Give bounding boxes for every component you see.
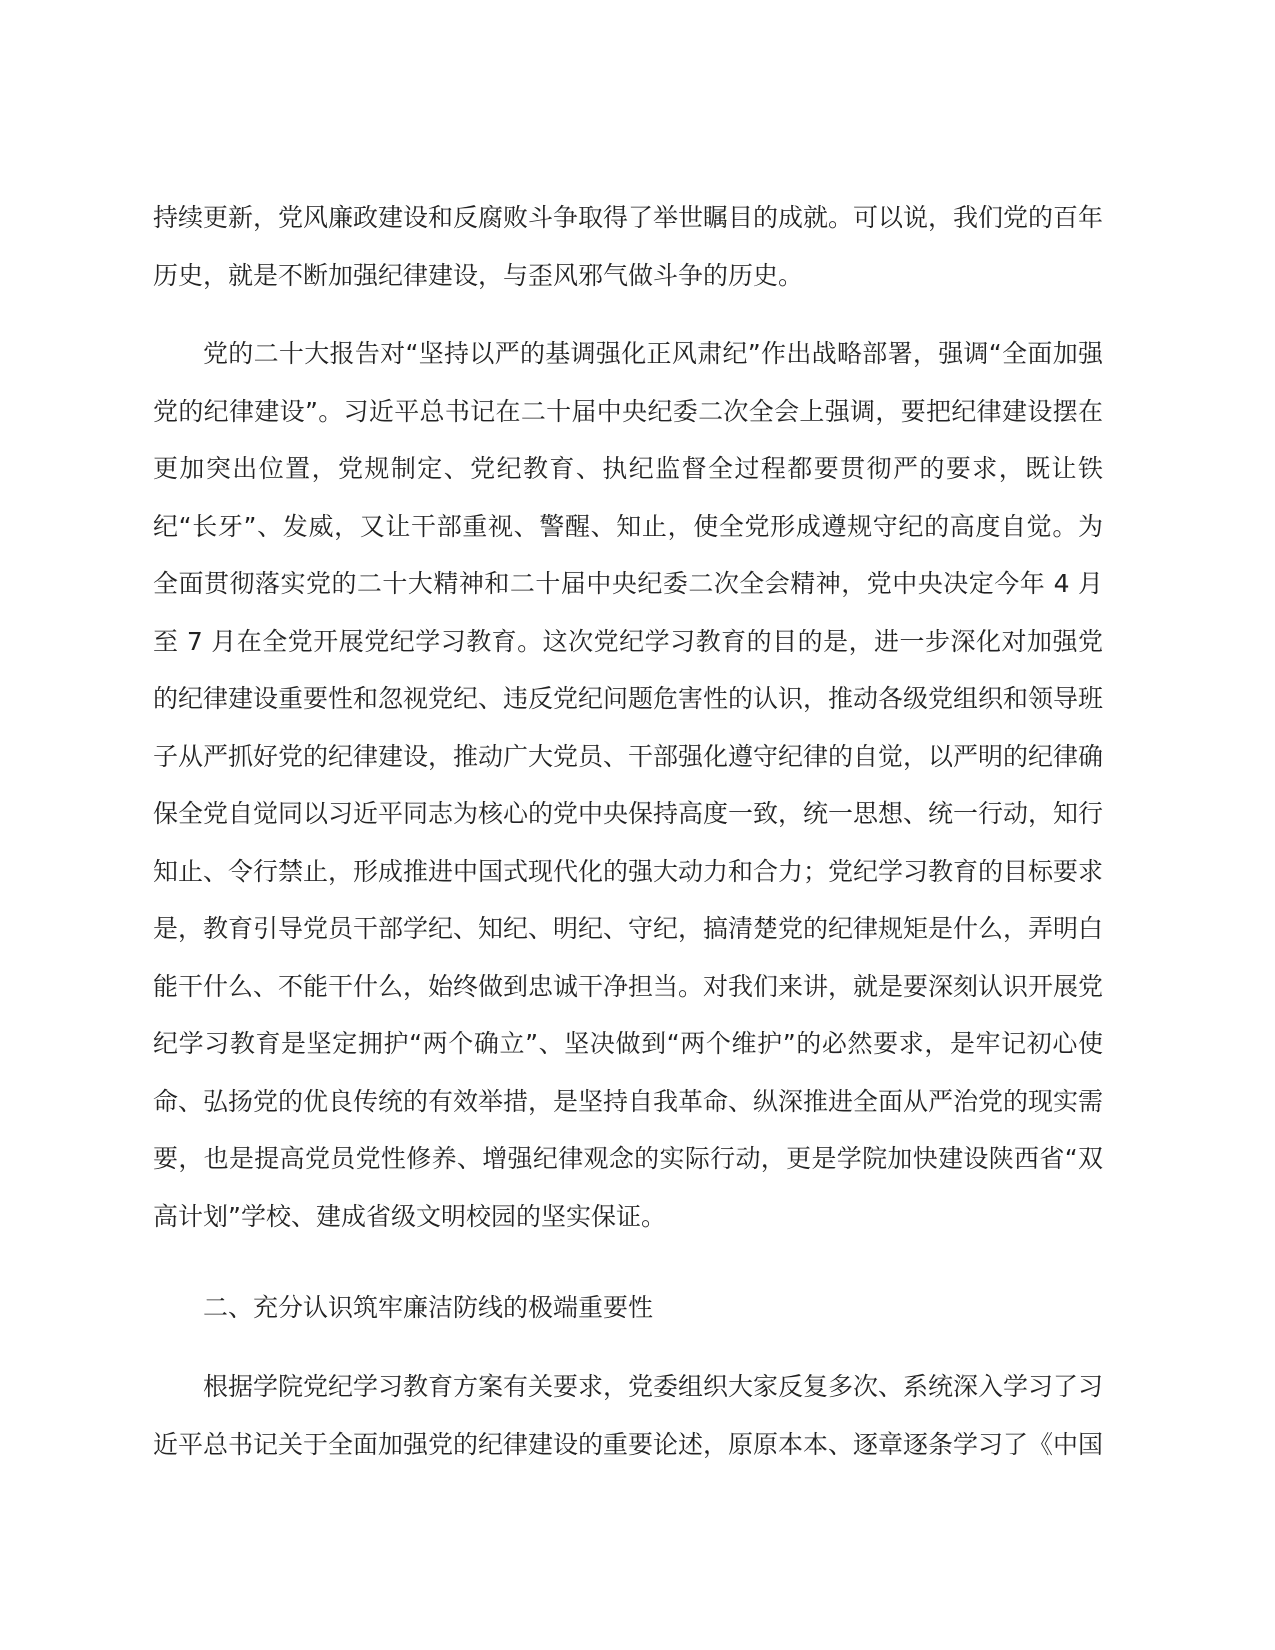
body-paragraph: 持续更新，党风廉政建设和反腐败斗争取得了举世瞩目的成就。可以说，我们党的百年历史，就是不断加强纪律建设，与歪风邪气做斗争的历史。	[153, 203, 1104, 290]
body-paragraph: 根据学院党纪学习教育方案有关要求，党委组织大家反复多次、系统深入学习了习近平总书记关于全面加强党的纪律建设的重要论述，原原本本、逐章逐条学习了《中国	[153, 1372, 1104, 1459]
section-heading: 二、充分认识筑牢廉洁防线的极端重要性	[203, 1293, 654, 1322]
body-paragraph: 党的二十大报告对“坚持以严的基调强化正风肃纪”作出战略部署，强调“全面加强党的纪律建设”。习近平总书记在二十届中央纪委二次全会上强调，要把纪律建设摆在更加突出位置，党规制定、党纪教育、执纪监督全过程都要贯彻严的要求，既让铁纪“长牙”、发威，又让干部重视、警醒、知止，使全党形成遵规守纪的高度自觉。为全面贯彻落实党的二十大精神和二十届中央纪委二次全会精神，党中央决定今年 4 月至 7 月在全党开展党纪学习教育。这次党纪学习教育的目的是，进一步深化对加强党的纪律建设重要性和忽视党纪、违反党纪问题危害性的认识，推动各级党组织和领导班子从严抓好党的纪律建设，推动广大党员、干部强化遵守纪律的自觉，以严明的纪律确保全党自觉同以习近平同志为核心的党中央保持高度一致，统一思想、统一行动，知行知止、令行禁止，形成推进中国式现代化的强大动力和合力；党纪学习教育的目标要求是，教育引导党员干部学纪、知纪、明纪、守纪，搞清楚党的纪律规矩是什么，弄明白能干什么、不能干什么，始终做到忠诚干净担当。对我们来讲，就是要深刻认识开展党纪学习教育是坚定拥护“两个确立”、坚决做到“两个维护”的必然要求，是牢记初心使命、弘扬党的优良传统的有效举措，是坚持自我革命、纵深推进全面从严治党的现实需要，也是提高党员党性修养、增强纪律观念的实际行动，更是学院加快建设陕西省“双高计划”学校、建成省级文明校园的坚实保证。	[153, 339, 1104, 1231]
